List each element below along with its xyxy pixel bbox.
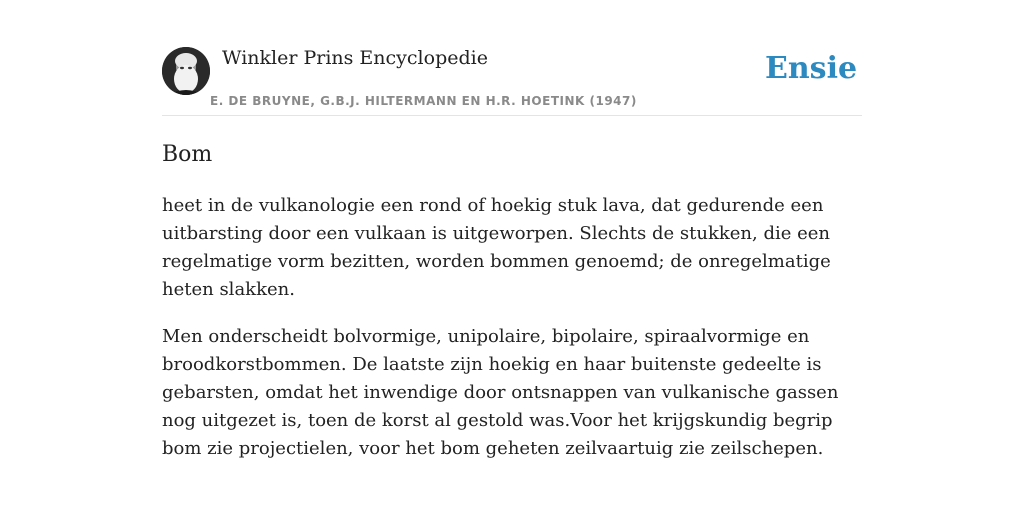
entry-paragraph: Men onderscheidt bolvormige, unipolaire, bipolaire, spiraalvormige en broodkorstbommen. De laatste zijn hoekig en haar buitenste gedeelte is gebarsten, omdat het inwendige door ontsnappen van vulkanische gassen nog uitgezet is, toen de korst al gestold was.Voor het krijgskundig begrip bom zie projectielen, voor het bom geheten zeilvaartuig zie zeilschepen. (162, 326, 839, 459)
entry-title: Bom (162, 142, 213, 167)
source-authors: E. DE BRUYNE, G.B.J. HILTERMANN EN H.R. HOETINK (1947) (210, 94, 637, 108)
source-title[interactable]: Winkler Prins Encyclopedie (222, 47, 488, 69)
author-portrait-icon (162, 47, 210, 95)
brand-logo[interactable]: Ensie (765, 51, 858, 86)
entry-body (162, 192, 862, 482)
header-divider (162, 115, 862, 116)
entry-paragraph: heet in de vulkanologie een rond of hoekig stuk lava, dat gedurende een uitbarsting door een vulkaan is uitgeworpen. Slechts de stukken, die een regelmatige vorm bezitten, worden bommen genoemd; de onregelmatige heten slakken. (162, 195, 831, 300)
